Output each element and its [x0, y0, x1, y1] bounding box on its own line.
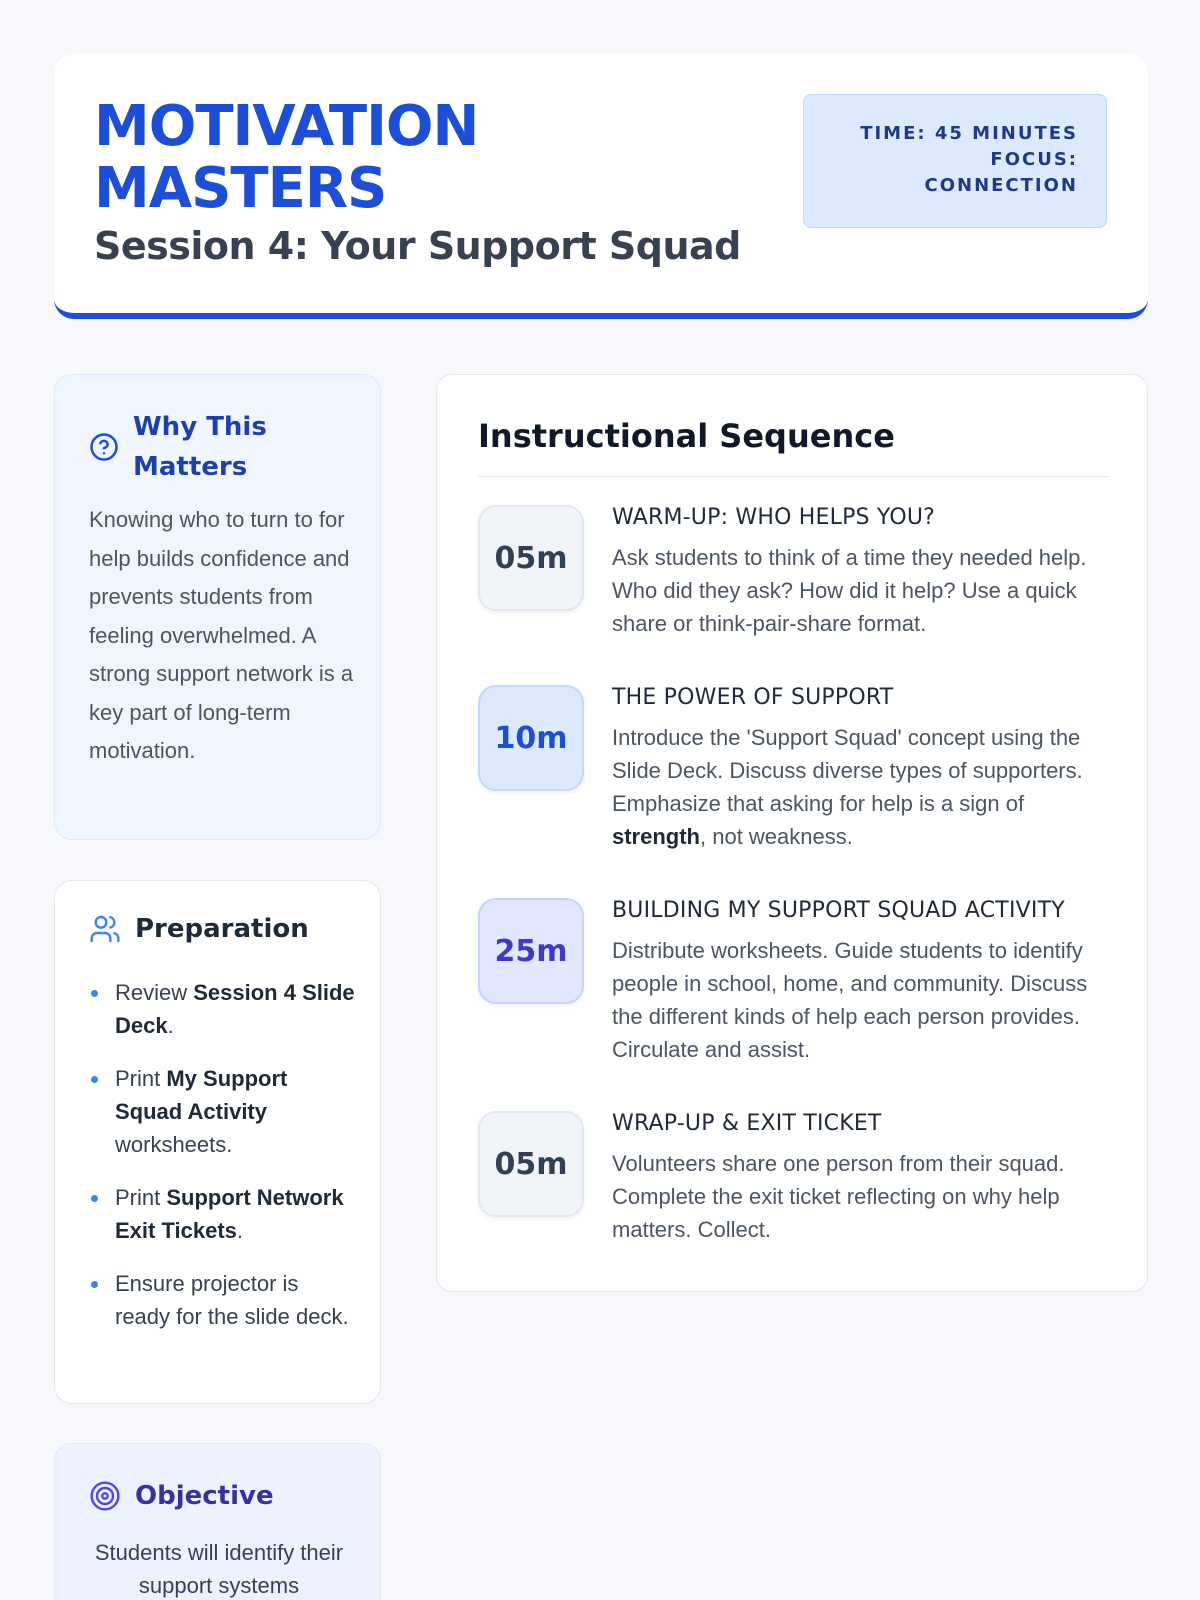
list-item: Ensure projector is ready for the slide deck.	[89, 1267, 359, 1333]
why-card-text: Knowing who to turn to for help builds confidence and prevents students from feeling overwhelmed. A strong support network is a key part of long-term motivation.	[89, 507, 354, 763]
list-item: Review Session 4 Slide Deck.	[89, 976, 359, 1042]
session-meta-box	[803, 94, 1107, 228]
why-card	[54, 374, 381, 840]
list-item: Print My Support Squad Activity worksheets.	[89, 1062, 359, 1161]
step-description: Volunteers share one person from their squad. Complete the exit ticket reflecting on why help matters. Collect.	[612, 1151, 1065, 1242]
step-description: Ask students to think of a time they needed help. Who did they ask? How did it help? Use a quick share or think-pair-share format.	[612, 545, 1087, 636]
step-title: WRAP-UP & EXIT TICKET	[612, 1111, 882, 1136]
why-card-title: Why This Matters	[133, 412, 267, 482]
list-item: Print Support Network Exit Tickets.	[89, 1181, 359, 1247]
preparation-list	[89, 976, 359, 1353]
objective-text: Students will identify their support systems	[94, 1540, 344, 1598]
step-title: WARM-UP: WHO HELPS YOU?	[612, 505, 936, 530]
session-title: Session 4: Your Support Squad	[94, 224, 741, 268]
page-header	[54, 54, 1148, 319]
meta-time: TIME: 45 MINUTES	[860, 123, 1078, 144]
preparation-card-header	[89, 913, 309, 945]
step-time-badge: 05m	[478, 1111, 584, 1217]
step-title: THE POWER OF SUPPORT	[612, 685, 894, 710]
preparation-card	[54, 880, 381, 1404]
question-circle-icon	[89, 432, 119, 462]
step-time-badge: 25m	[478, 898, 584, 1004]
why-card-header	[89, 407, 313, 487]
objective-card-header	[89, 1480, 274, 1512]
brand-title: MOTIVATION MASTERS	[94, 94, 479, 221]
users-icon	[89, 913, 121, 945]
step-time-badge: 05m	[478, 505, 584, 611]
instructional-sequence-card	[436, 374, 1148, 1292]
objective-card-title: Objective	[135, 1481, 274, 1511]
target-icon	[89, 1480, 121, 1512]
step-description: Introduce the 'Support Squad' concept using the Slide Deck. Discuss diverse types of supporters. Emphasize that asking for help is a sign of strength, not weakness.	[612, 725, 1083, 849]
sequence-divider	[478, 476, 1108, 477]
meta-focus-value: CONNECTION	[924, 175, 1078, 196]
step-description: Distribute worksheets. Guide students to identify people in school, home, and community. Discuss the different kinds of help each person provides. Circulate and assist.	[612, 938, 1088, 1062]
meta-focus-label: FOCUS:	[990, 149, 1078, 170]
sequence-title: Instructional Sequence	[478, 417, 895, 455]
objective-card	[54, 1443, 381, 1600]
step-time-badge: 10m	[478, 685, 584, 791]
step-title: BUILDING MY SUPPORT SQUAD ACTIVITY	[612, 898, 1065, 923]
preparation-card-title: Preparation	[135, 914, 309, 944]
